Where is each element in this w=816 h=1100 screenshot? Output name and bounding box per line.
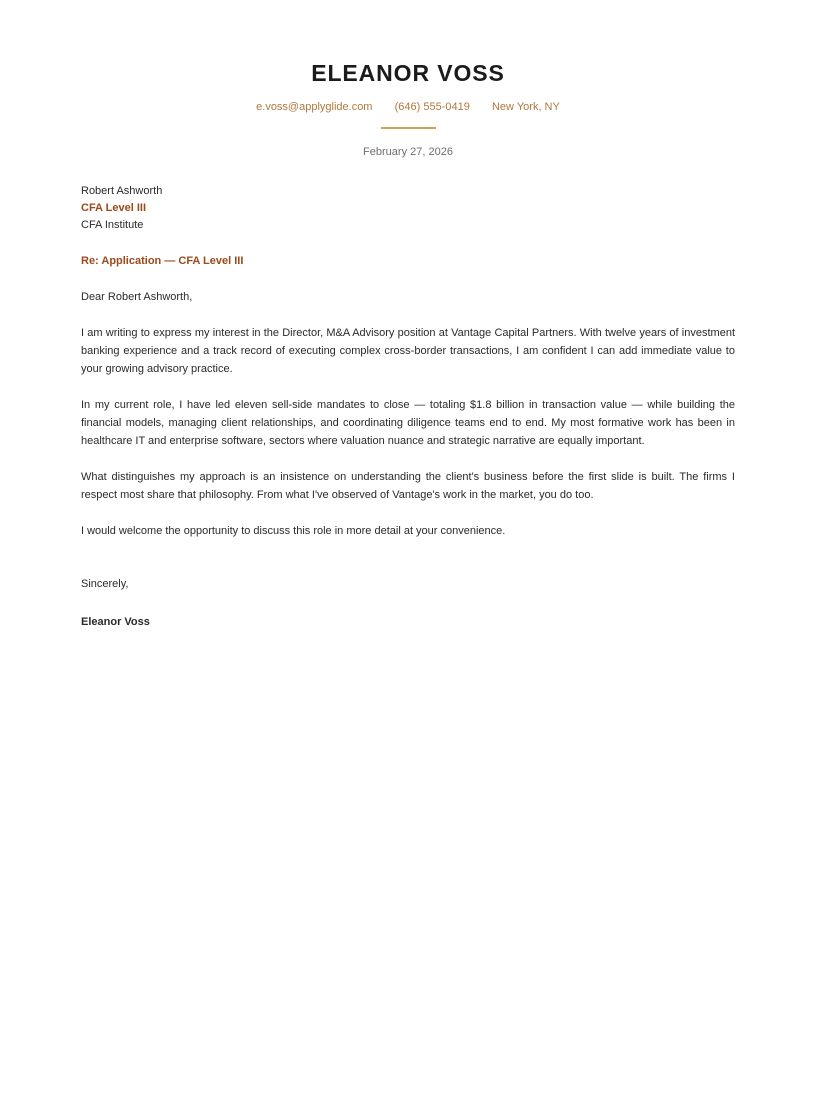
closing-salutation: Sincerely, (81, 578, 129, 591)
signature-name: Eleanor Voss (81, 616, 150, 629)
recipient-role: CFA Level III (81, 202, 147, 215)
body-paragraph: What distinguishes my approach is an insistence on understanding the client's business before the first slide is built. The firms I respect most share that philosophy. From what I've observed of Vantage's work in the market, you do too. (81, 471, 735, 502)
header-divider-rule (381, 127, 436, 129)
recipient-name: Robert Ashworth (81, 185, 163, 198)
salutation: Dear Robert Ashworth, (81, 291, 193, 304)
subject-line: Re: Application — CFA Level III (81, 255, 244, 268)
letter-date: February 27, 2026 (363, 145, 453, 158)
letterhead (81, 0, 735, 159)
contact-phone[interactable]: (646) 555-0419 (394, 101, 470, 114)
body-paragraph: I am writing to express my interest in the Director, M&A Advisory position at Vantage Capital Partners. With twelve years of investment banking experience and a track record of executing complex cross-border transactions, I am confident I can add immediate value to your growing advisory practice. (81, 327, 735, 376)
contact-email[interactable]: e.voss@applyglide.com (256, 101, 373, 114)
contact-location: New York, NY (491, 101, 560, 114)
contact-line (81, 100, 735, 114)
page-title: ELEANOR VOSS (311, 60, 505, 86)
body-paragraph: I would welcome the opportunity to discuss this role in more detail at your convenience. (81, 525, 506, 538)
letter-content (81, 0, 735, 631)
recipient-block (81, 183, 735, 234)
body-paragraph: In my current role, I have led eleven sell-side mandates to close — totaling $1.8 billion in transaction value — while building the financial models, managing client relationships, and coordinating diligence teams end to end. My most formative work has been in healthcare IT and enterprise software, sectors where valuation nuance and strategic narrative are equally important. (81, 399, 735, 448)
recipient-organization: CFA Institute (81, 219, 144, 232)
